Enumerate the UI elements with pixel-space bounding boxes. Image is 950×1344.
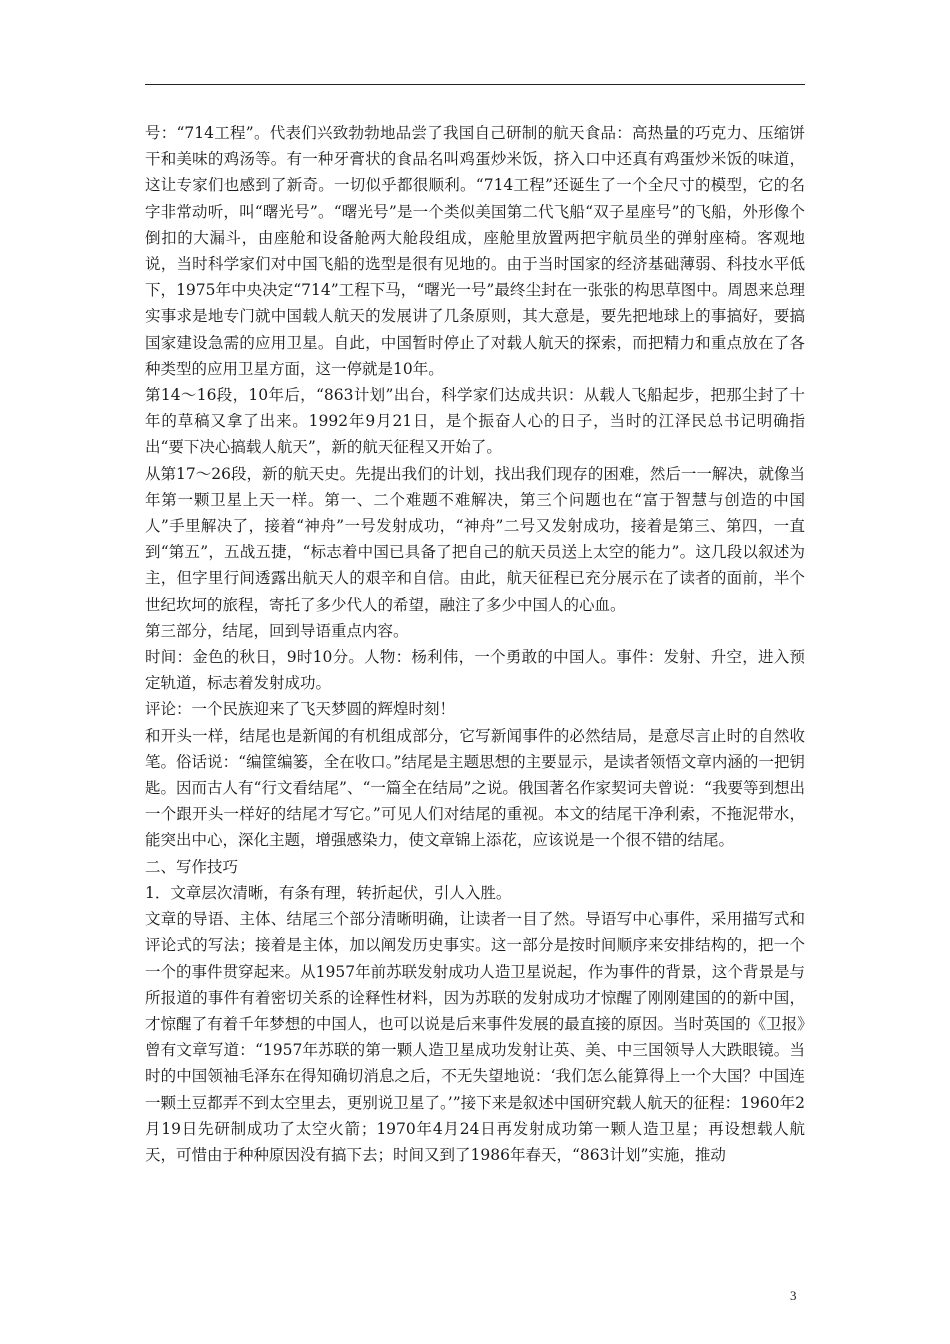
paragraph: 时间：金色的秋日，9时10分。人物：杨利伟，一个勇敢的中国人。事件：发射、升空，进入预定轨道，标志着发射成功。 xyxy=(145,648,805,693)
paragraph: 第三部分，结尾，回到导语重点内容。 xyxy=(145,621,409,640)
paragraph: 号：“714工程”。代表们兴致勃勃地品尝了我国自己研制的航天食品：高热量的巧克力、压缩饼干和美味的鸡汤等。有一种牙膏状的食品名叫鸡蛋炒米饭，挤入口中还真有鸡蛋炒米饭的味道，这让专家们也感到了新奇。一切似乎都很顺利。“714工程”还诞生了一个全尺寸的模型，它的名字非常动听，叫“曙光号”。“曙光号”是一个类似美国第二代飞船“双子星座号”的飞船，外形像个倒扣的大漏斗，由座舱和设备舱两大舱段组成，座舱里放置两把宇航员坐的弹射座椅。客观地说，当时科学家们对中国飞船的选型是很有见地的。由于当时国家的经济基础薄弱、科技水平低下，1975年中央决定“714”工程下马，“曙光一号”最终尘封在一张张的构思草图中。周恩来总理实事求是地专门就中国载人航天的发展讲了几条原则，其大意是，要先把地球上的事搞好，要搞国家建设急需的应用卫星。自此，中国暂时停止了对载人航天的探索，而把精力和重点放在了各种类型的应用卫星方面，这一停就是10年。 xyxy=(145,124,805,378)
subsection-heading: 1．文章层次清晰，有条有理，转折起伏，引人入胜。 xyxy=(145,883,512,902)
document-body xyxy=(145,120,805,1168)
paragraph: 和开头一样，结尾也是新闻的有机组成部分，它写新闻事件的必然结局，是意尽言止时的自然收笔。俗话说：“编筐编篓，全在收口。”结尾是主题思想的主要显示，是读者领悟文章内涵的一把钥匙。因而古人有“行文看结尾”、“一篇全在结局”之说。俄国著名作家契诃夫曾说：“我要等到想出一个跟开头一样好的结尾才写它。”可见人们对结尾的重视。本文的结尾干净利索，不拖泥带水，能突出中心，深化主题，增强感染力，使文章锦上添花，应该说是一个很不错的结尾。 xyxy=(145,726,805,850)
paragraph: 评论：一个民族迎来了飞天梦圆的辉煌时刻！ xyxy=(145,700,456,719)
header-rule xyxy=(145,84,805,85)
paragraph: 文章的导语、主体、结尾三个部分清晰明确，让读者一目了然。导语写中心事件，采用描写式和评论式的写法；接着是主体，加以阐发历史事实。这一部分是按时间顺序来安排结构的，把一个一个的事件贯穿起来。从1957年前苏联发射成功人造卫星说起，作为事件的背景，这个背景是与所报道的事件有着密切关系的诠释性材料，因为苏联的发射成功才惊醒了刚刚建国的的新中国，才惊醒了有着千年梦想的中国人，也可以说是后来事件发展的最直接的原因。当时英国的《卫报》曾有文章写道：“1957年苏联的第一颗人造卫星成功发射让英、美、中三国领导人大跌眼镜。当时的中国领袖毛泽东在得知确切消息之后，不无失望地说：‘我们怎么能算得上一个大国？中国连一颗土豆都弄不到太空里去，更别说卫星了。’”接下来是叙述中国研究载人航天的征程：1960年2月19日先研制成功了太空火箭；1970年4月24日再发射成功第一颗人造卫星；再设想载人航天，可惜由于种种原因没有搞下去；时间又到了1986年春天，“863计划”实施，推动 xyxy=(145,910,805,1164)
page-number: 3 xyxy=(790,1288,797,1303)
paragraph: 第14～16段，10年后，“863计划”出台，科学家们达成共识：从载人飞船起步，把那尘封了十年的草稿又拿了出来。1992年9月21日，是个振奋人心的日子，当时的江泽民总书记明确指出“要下决心搞载人航天”，新的航天征程又开始了。 xyxy=(145,386,805,457)
paragraph: 从第17～26段，新的航天史。先提出我们的计划，找出我们现存的困难，然后一一解决，就像当年第一颗卫星上天一样。第一、二个难题不难解决，第三个问题也在“富于智慧与创造的中国人”手里解决了，接着“神舟”一号发射成功，“神舟”二号又发射成功，接着是第三、第四，一直到“第五”，五战五捷，“标志着中国已具备了把自己的航天员送上太空的能力”。这几段以叙述为主，但字里行间透露出航天人的艰辛和自信。由此，航天征程已充分展示在了读者的面前，半个世纪坎坷的旅程，寄托了多少代人的希望，融注了多少中国人的心血。 xyxy=(145,464,805,614)
section-heading: 二、写作技巧 xyxy=(145,857,239,876)
